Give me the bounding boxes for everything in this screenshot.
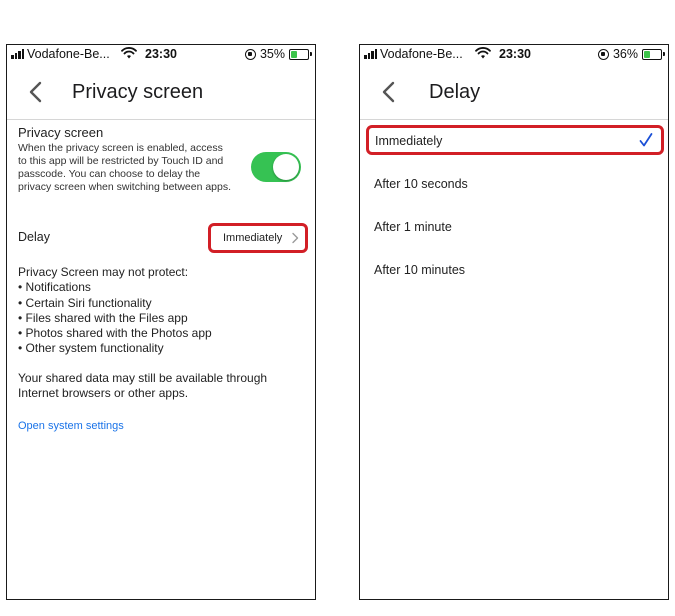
battery-percent: 36% [612,47,638,61]
navigation-bar [7,65,315,120]
status-time: 23:30 [145,47,177,61]
carrier-name: Vodafone-Be... [380,47,463,61]
warning-item: • Photos shared with the Photos app [18,326,308,341]
warning-list [18,280,308,356]
carrier-name: Vodafone-Be... [27,47,110,61]
delay-screen-phone [359,44,669,600]
privacy-screen-setting-title: Privacy screen [18,125,104,140]
signal-icon [364,49,377,59]
warning-item: • Notifications [18,280,308,295]
protection-warning [18,265,308,357]
battery-icon [642,49,662,60]
delay-option[interactable]: After 10 seconds [374,177,468,191]
delay-option[interactable]: After 1 minute [374,220,452,234]
rotation-lock-icon [598,49,609,60]
checkmark-icon [639,132,653,148]
privacy-screen-phone [6,44,316,600]
privacy-screen-description: When the privacy screen is enabled, access to this app will be restricted by Touch ID and passcode. You can choose to delay the privacy screen when switching between apps. [18,142,232,193]
wifi-icon [121,47,137,59]
toggle-knob [273,154,299,180]
battery-fill [291,51,297,58]
status-bar [360,45,668,65]
warning-item: • Other system functionality [18,341,308,356]
rotation-lock-icon [245,49,256,60]
privacy-screen-toggle[interactable] [251,152,301,182]
status-time: 23:30 [499,47,531,61]
delay-option-selected[interactable] [366,125,664,155]
chevron-left-icon[interactable] [25,79,47,105]
navigation-bar [360,65,668,120]
delay-option[interactable]: After 10 minutes [374,263,466,277]
delay-selector[interactable] [208,223,308,253]
delay-option-label: Immediately [375,134,443,148]
battery-icon [289,49,309,60]
chevron-right-icon [291,232,299,244]
warning-title: Privacy Screen may not protect: [18,265,189,279]
chevron-left-icon[interactable] [378,79,400,105]
open-system-settings-link[interactable]: Open system settings [18,420,124,432]
warning-item: • Certain Siri functionality [18,296,308,311]
warning-item: • Files shared with the Files app [18,311,308,326]
page-title: Privacy screen [72,81,204,103]
page-title: Delay [429,81,481,103]
shared-data-note: Your shared data may still be available through Internet browsers or other apps. [18,371,268,401]
battery-fill [644,51,650,58]
status-bar [7,45,315,65]
delay-label: Delay [18,230,50,244]
delay-value: Immediately [223,232,283,244]
wifi-icon [475,47,491,59]
battery-percent: 35% [259,47,285,61]
signal-icon [11,49,24,59]
